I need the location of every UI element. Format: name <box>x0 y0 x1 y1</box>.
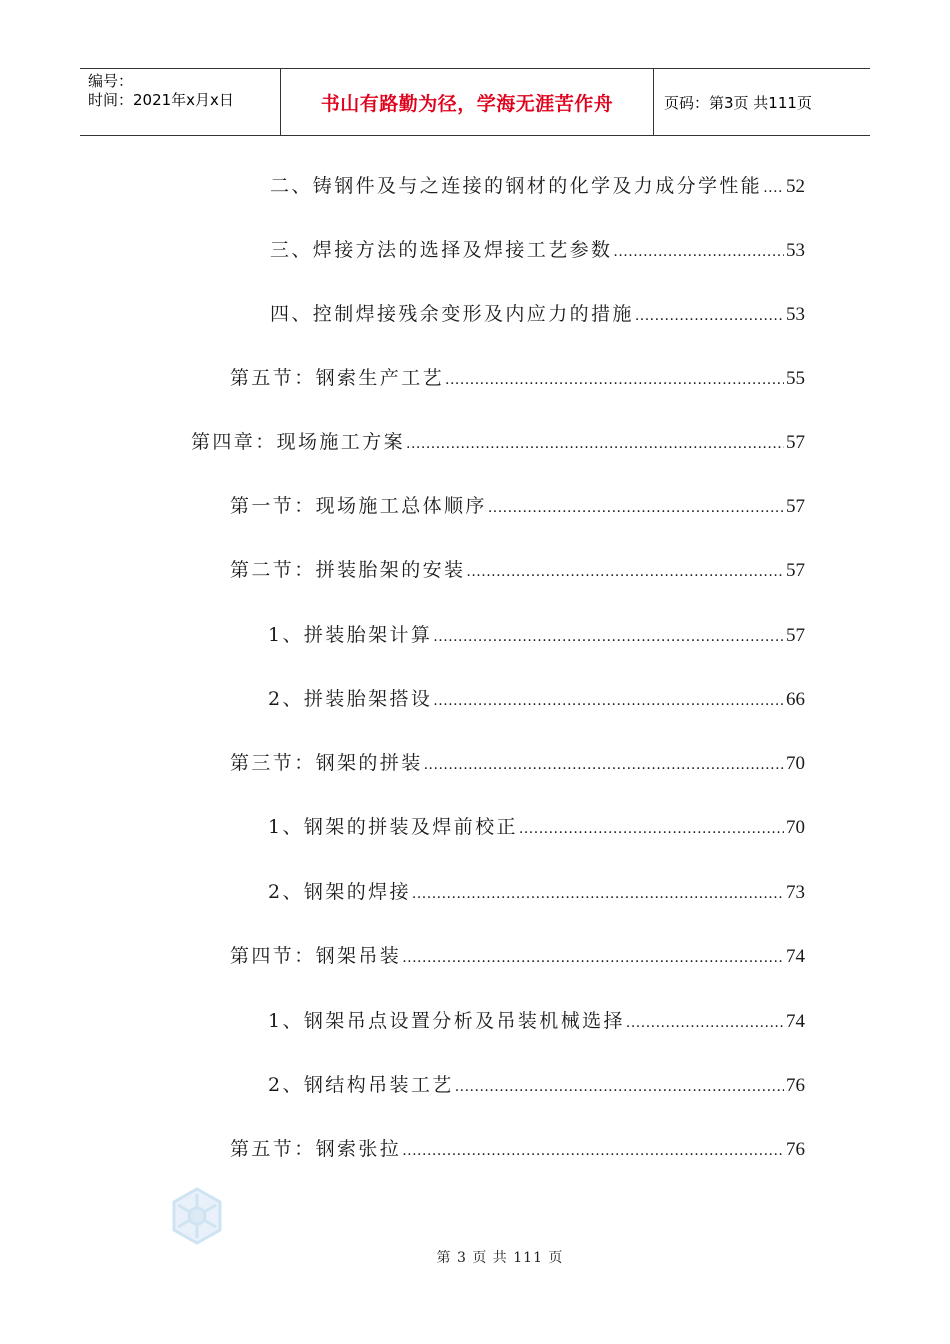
serial-label: 编号： <box>88 72 134 90</box>
toc-entry-title: 2、拼装胎架搭设 <box>268 688 433 710</box>
toc-entry-title: 1、钢架的拼装及焊前校正 <box>268 816 518 838</box>
toc-leader-dots <box>433 689 784 713</box>
toc-entry-page: 57 <box>786 560 805 581</box>
header-motto: 书山有路勤为径，学海无涯苦作舟 <box>281 69 654 135</box>
toc-entry[interactable] <box>191 430 805 454</box>
toc-entry-title: 第一节：现场施工总体顺序 <box>230 495 487 517</box>
toc-entry[interactable] <box>230 494 805 518</box>
toc-entry[interactable] <box>230 944 805 968</box>
toc-entry[interactable] <box>270 174 805 198</box>
toc-leader-dots <box>433 625 784 649</box>
toc-entry-page: 74 <box>786 946 805 967</box>
toc-entry[interactable] <box>268 880 805 904</box>
toc-entry-title: 2、钢结构吊装工艺 <box>268 1074 454 1096</box>
toc-entry-page: 70 <box>786 817 805 838</box>
toc-leader-dots <box>424 753 784 777</box>
toc-entry-page: 74 <box>786 1011 805 1032</box>
toc-entry-page: 76 <box>786 1075 805 1096</box>
toc-leader-dots <box>466 560 784 584</box>
toc-entry-page: 57 <box>786 625 805 646</box>
date-label: 时间：2021年x月x日 <box>88 91 234 109</box>
toc-entry[interactable] <box>270 302 805 326</box>
toc-entry-title: 第四章：现场施工方案 <box>191 431 406 453</box>
toc-entry-title: 第三节：钢架的拼装 <box>230 752 423 774</box>
header-meta <box>80 69 281 135</box>
toc-entry-title: 1、拼装胎架计算 <box>268 624 433 646</box>
page-header <box>80 68 870 136</box>
toc-entry[interactable] <box>268 1073 805 1097</box>
toc-entry-title: 第四节：钢架吊装 <box>230 945 402 967</box>
toc-entry-page: 57 <box>786 496 805 517</box>
toc-entry-title: 三、焊接方法的选择及焊接工艺参数 <box>270 239 613 261</box>
toc-entry-page: 66 <box>786 689 805 710</box>
toc-entry-page: 70 <box>786 753 805 774</box>
toc-entry[interactable] <box>268 1009 805 1033</box>
toc-entry-title: 第五节：钢索张拉 <box>230 1138 402 1160</box>
toc-entry-page: 52 <box>786 176 805 197</box>
toc-leader-dots <box>613 240 784 264</box>
toc-entry[interactable] <box>268 687 805 711</box>
toc-entry[interactable] <box>230 366 805 390</box>
toc-entry[interactable] <box>268 623 805 647</box>
toc-entry-title: 第二节：拼装胎架的安装 <box>230 559 466 581</box>
toc-entry-page: 76 <box>786 1139 805 1160</box>
toc-entry-page: 53 <box>786 304 805 325</box>
toc-leader-dots <box>406 432 784 456</box>
toc-entry-page: 73 <box>786 882 805 903</box>
toc-entry[interactable] <box>270 238 805 262</box>
toc-entry-title: 1、钢架吊点设置分析及吊装机械选择 <box>268 1010 625 1032</box>
toc-leader-dots <box>488 496 784 520</box>
toc-leader-dots <box>635 304 784 328</box>
toc-leader-dots <box>519 817 784 841</box>
toc-leader-dots <box>626 1011 784 1035</box>
page-info-text: 页码：第3页 共111页 <box>664 93 812 112</box>
header-page-info <box>654 69 870 135</box>
toc-entry-page: 57 <box>786 432 805 453</box>
toc-entry[interactable] <box>268 815 805 839</box>
page-footer: 第 3 页 共 111 页 <box>436 1250 564 1266</box>
toc-leader-dots <box>445 368 784 392</box>
toc-entry-title: 第五节：钢索生产工艺 <box>230 367 445 389</box>
toc-leader-dots <box>455 1075 784 1099</box>
toc-entry-page: 53 <box>786 240 805 261</box>
toc-leader-dots <box>412 882 784 906</box>
toc-entry-title: 四、控制焊接残余变形及内应力的措施 <box>270 303 634 325</box>
toc-entry[interactable] <box>230 558 805 582</box>
toc-entry-title: 二、铸钢件及与之连接的钢材的化学及力成分学性能 <box>270 175 763 197</box>
toc-leader-dots <box>763 176 784 200</box>
toc-entry-page: 55 <box>786 368 805 389</box>
toc-leader-dots <box>402 946 784 970</box>
snowflake-watermark-icon <box>167 1186 227 1246</box>
toc-leader-dots <box>402 1139 784 1163</box>
toc-entry-title: 2、钢架的焊接 <box>268 881 411 903</box>
toc-entry[interactable] <box>230 751 805 775</box>
toc-entry[interactable] <box>230 1137 805 1161</box>
